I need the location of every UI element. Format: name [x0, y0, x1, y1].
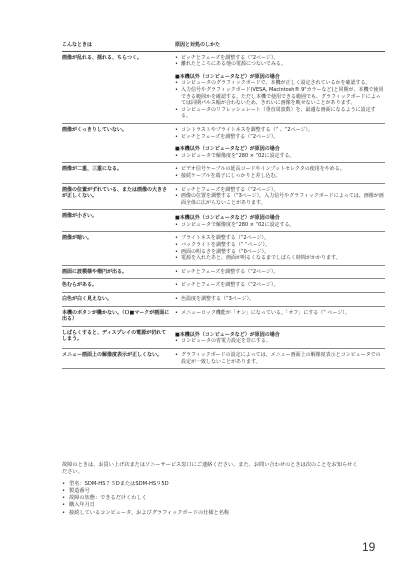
section-heading: ■本機以外（コンピュータなど）が原因の場合	[175, 331, 280, 338]
bullet-icon: •	[175, 268, 178, 275]
remedy-text: ピッチとフェーズを調整する（“2ページ）。	[181, 133, 279, 140]
remedy-text: コンピュータのグラフィックボードで、本機が正しく設定されているかを確認する。	[181, 80, 371, 87]
remedy-item	[175, 173, 385, 180]
remedy-item	[175, 107, 385, 120]
remedy-cell	[175, 296, 385, 303]
remedy-item	[175, 282, 385, 289]
remedy-item	[175, 153, 385, 160]
bullet-icon: •	[175, 106, 178, 113]
remedy-item	[175, 80, 385, 87]
table-row	[62, 349, 385, 369]
bullet-icon: •	[175, 235, 178, 242]
remedy-item	[175, 338, 385, 345]
remedy-item	[175, 127, 385, 134]
list-item-text: 型名：SDM-HS７５DまたはSDM-HS９5D	[69, 480, 169, 487]
bullet-icon: •	[62, 495, 66, 502]
symptom-cell: 画像が二重、三重になる。	[62, 166, 123, 173]
remedy-text: コンピュータで解像度を“280 × “02に設定する。	[181, 152, 295, 159]
symptom-cell: 画像がくっきりしていない。	[62, 126, 127, 133]
bullet-icon: •	[62, 480, 66, 487]
table-row	[62, 307, 385, 327]
remedy-text: 画面の明るさを調整する（“0ページ）。	[181, 248, 270, 255]
table-row	[62, 327, 385, 349]
remedy-text: コンピュータの省電力設定を非にする。	[181, 338, 272, 345]
list-item-text: 購入年月日	[69, 502, 95, 509]
bullet-icon: •	[175, 80, 178, 87]
remedy-cell	[175, 213, 385, 228]
remedy-text: コンピュータのリフレッシュレート（垂直周波数）を、最適な画面になるように設定する。	[181, 106, 376, 120]
bullet-icon: •	[62, 502, 66, 509]
service-note-list	[62, 481, 362, 517]
bullet-icon: •	[175, 255, 178, 262]
table-row	[62, 293, 385, 307]
symptom-cell: 画像が小さい。	[62, 213, 98, 220]
remedy-cell	[175, 235, 385, 261]
symptom-cell: 画像が乱れる、揺れる、ちらつく。	[62, 54, 142, 61]
troubleshooting-table	[62, 42, 385, 369]
remedy-cell	[175, 352, 385, 365]
bullet-icon: •	[175, 54, 178, 61]
remedy-text: グラフィックボードの設定によっては、メニュー画面上の解像度表示とコンピュータでの設定が一致しないことがあります。	[181, 352, 381, 365]
header-symptom: こんなときは	[62, 42, 93, 48]
symptom-cell: 画像の位置がずれている、または画像の大きさが正しくない。	[62, 186, 168, 200]
remedy-text: ビデオ信号ケーブルの延長コードやインプットセレクタの使用をやめる。	[181, 166, 345, 173]
bullet-icon: •	[175, 338, 178, 345]
remedy-item	[175, 255, 385, 262]
list-item-text: 故障の状態：できるだけくわしく	[69, 495, 147, 502]
bullet-icon: •	[62, 509, 66, 516]
symptom-cell: 白色が白く見えない。	[62, 296, 113, 303]
remedy-text: メニューロック機能が「オン」になっている。「オフ」にする（“ ページ）。	[181, 309, 350, 316]
remedy-text: ピッチとフェーズを調整する（“2ページ）。	[181, 186, 279, 193]
remedy-item	[175, 352, 385, 365]
symptom-cell: 画像が暗い。	[62, 235, 93, 242]
bullet-icon: •	[175, 152, 178, 159]
list-item-text: 接続しているコンピュータ、およびグラフィックボードの仕様と名称	[69, 509, 230, 516]
header-remedy: 原因と対処のしかた	[175, 42, 221, 48]
bullet-icon: •	[175, 221, 178, 228]
remedy-text: コンピュータで解像度を“280 × “02に設定する。	[181, 221, 295, 228]
bullet-icon: •	[175, 282, 178, 289]
symptom-cell: 画面に波模様や楕円が出る。	[62, 268, 128, 275]
list-item	[62, 502, 362, 509]
remedy-cell	[175, 166, 385, 179]
remedy-text: コントラストやブライトネスを調整する（“ 、“2ページ）。	[181, 126, 314, 133]
remedy-text: ブライトネスを調整する（“2ページ）。	[181, 235, 269, 242]
remedy-cell	[175, 187, 385, 207]
remedy-cell	[175, 269, 385, 276]
table-row	[62, 210, 385, 232]
bullet-icon: •	[175, 172, 178, 179]
symptom-cell: しばらくすると、ディスプレイの電源が切れてしまう。	[62, 329, 167, 343]
remedy-text: 色温度を調整する（“3ページ）。	[181, 296, 255, 303]
bullet-icon: •	[175, 186, 178, 193]
remedy-text: ピッチとフェーズを調整する（“2ページ）。	[181, 282, 279, 289]
list-item	[62, 510, 362, 517]
remedy-text: 入力信号やグラフィックボード(VESA, Macintosh® 9"カラーなど)と同期が、本機で使用できる範囲かを確認する。ただし本機で使用できる範囲でも、グラフィックボードによっては同期パルス幅が合わないため、きれいに画像を映せないことがあります。	[181, 86, 384, 107]
remedy-text: 接続ケーブルを端子にしっかりと差し込む。	[181, 172, 281, 179]
section-heading: ■本機以外（コンピュータなど）が原因の場合	[175, 215, 280, 222]
symptom-cell: 色むらがある。	[62, 282, 98, 289]
remedy-item	[175, 134, 385, 141]
table-row	[62, 266, 385, 280]
remedy-cell	[175, 282, 385, 289]
table-row	[62, 184, 385, 211]
remedy-cell	[175, 127, 385, 159]
remedy-item	[175, 166, 385, 173]
remedy-item	[175, 310, 385, 317]
bullet-icon: •	[175, 126, 178, 133]
symptom-cell: メニュー画面上の解像度表示が正しくない。	[62, 352, 163, 358]
service-note	[62, 462, 362, 517]
remedy-cell	[175, 55, 385, 120]
remedy-text: 画像の位置を調整する（“3ページ）。入力信号やグラフィックボードによっては、画像が画面全体に広がらないことがあります。	[181, 193, 384, 206]
page-number: 19	[362, 540, 376, 554]
remedy-item	[175, 242, 385, 249]
remedy-cell	[175, 310, 385, 323]
remedy-item	[175, 193, 385, 206]
remedy-text: ピッチとフェーズを調整する（“2ページ）。	[181, 54, 279, 61]
bullet-icon: •	[175, 309, 178, 316]
remedy-text: バックライトを調整する（“ “ページ）。	[181, 242, 271, 249]
remedy-item	[175, 296, 385, 303]
bullet-icon: •	[175, 61, 178, 68]
service-note-intro: 故障のときは、お買い上げ店またはソニーサービス窓口にご連絡ください。また、お問い合わせのときは次のことをお知らせください。	[62, 462, 358, 476]
remedy-cell	[175, 330, 385, 345]
list-item	[62, 481, 362, 488]
bullet-icon: •	[175, 166, 178, 173]
remedy-item	[175, 269, 385, 276]
remedy-item	[175, 61, 385, 68]
bullet-icon: •	[175, 133, 178, 140]
bullet-icon: •	[175, 296, 178, 303]
table-row	[62, 232, 385, 265]
table-body	[62, 52, 385, 370]
bullet-icon: •	[175, 242, 178, 249]
remedy-text: 電源を入れたあと、画面が明るくなるまでしばらく時間がかかります。	[181, 255, 341, 262]
list-item	[62, 495, 362, 502]
remedy-text: ピッチとフェーズを調整する（“2ページ）。	[181, 268, 279, 275]
table-row	[62, 52, 385, 124]
remedy-item	[175, 87, 385, 107]
bullet-icon: •	[62, 487, 66, 494]
symptom-cell: 本機のボタンが働かない。（Ｏ■マークが画面に出る）	[62, 309, 170, 323]
remedy-item	[175, 222, 385, 229]
table-row	[62, 124, 385, 163]
bullet-icon: •	[175, 86, 178, 93]
table-header	[62, 42, 385, 52]
table-row	[62, 279, 385, 293]
bullet-icon: •	[175, 193, 178, 200]
remedy-text: 離れたところにある他の電源につないでみる。	[181, 61, 286, 68]
bullet-icon: •	[175, 352, 178, 358]
bullet-icon: •	[175, 248, 178, 255]
section-heading: ■本機以外（コンピュータなど）が原因の場合	[175, 73, 280, 80]
section-heading: ■本機以外（コンピュータなど）が原因の場合	[175, 146, 280, 153]
table-row	[62, 163, 385, 183]
list-item-text: 製造番号	[69, 487, 90, 494]
